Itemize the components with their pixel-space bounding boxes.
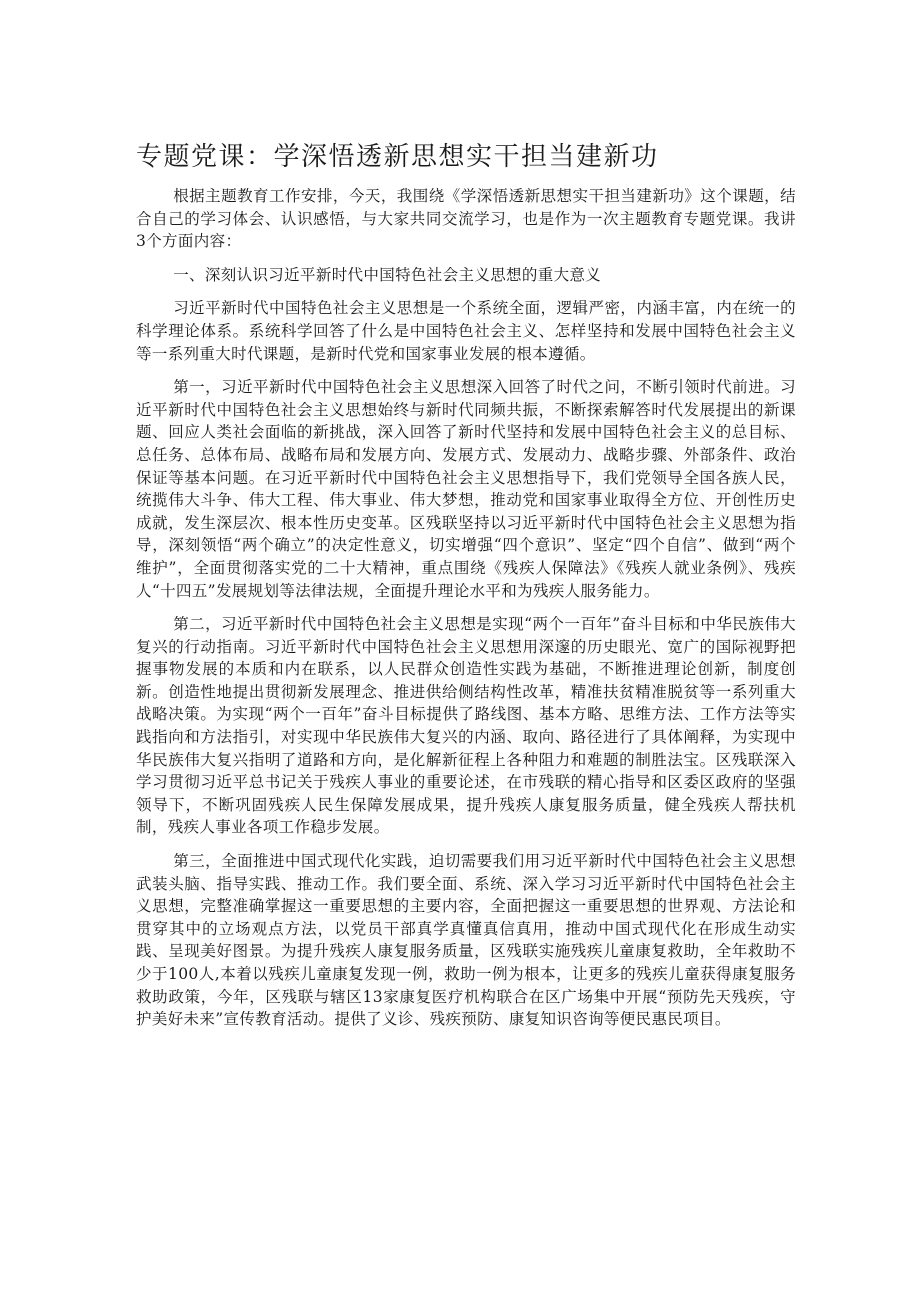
point-3-paragraph: 第三，全面推进中国式现代化实践，迫切需要我们用习近平新时代中国特色社会主义思想武装头脑、指导实践、推动工作。我们要全面、系统、深入学习习近平新时代中国特色社会主义思想，完整准确掌握这一重要思想的主要内容，全面把握这一重要思想的世界观、方法论和贯穿其中的立场观点方法，以党员干部真学真懂真信真用，推动中国式现代化在形成生动实践、呈现美好图景。为提升残疾人康复服务质量，区残联实施残疾儿童康复救助，全年救助不少于100人,本着以残疾儿童康复发现一例，救助一例为根本，让更多的残疾儿童获得康复服务救助政策，今年，区残联与辖区13家康复医疗机构联合在区广场集中开展“预防先天残疾，守护美好未来”宣传教育活动。提供了义诊、残疾预防、康复知识咨询等便民惠民项目。 [136, 852, 796, 1029]
section-1-intro-paragraph: 习近平新时代中国特色社会主义思想是一个系统全面，逻辑严密，内涵丰富，内在统一的科学理论体系。系统科学回答了什么是中国特色社会主义、怎样坚持和发展中国特色社会主义等一系列重大时代课题，是新时代党和国家事业发展的根本遵循。 [136, 299, 796, 363]
document-title: 专题党课：学深悟透新思想实干担当建新功 [136, 142, 659, 172]
document-body [136, 185, 796, 1042]
intro-paragraph: 根据主题教育工作安排，今天，我围绕《学深悟透新思想实干担当建新功》这个课题，结合自己的学习体会、认识感悟，与大家共同交流学习，也是作为一次主题教育专题党课。我讲3个方面内容： [136, 187, 796, 251]
point-2-paragraph: 第二，习近平新时代中国特色社会主义思想是实现“两个一百年”奋斗目标和中华民族伟大复兴的行动指南。习近平新时代中国特色社会主义思想用深邃的历史眼光、宽广的国际视野把握事物发展的本质和内在联系，以人民群众创造性实践为基础，不断推进理论创新，制度创新。创造性地提出贯彻新发展理念、推进供给侧结构性改革，精准扶贫精准脱贫等一系列重大战略决策。为实现“两个一百年”奋斗目标提供了路线图、基本方略、思维方法、工作方法等实践指向和方法指引，对实现中华民族伟大复兴的内涵、取向、路径进行了具体阐释，为实现中华民族伟大复兴指明了道路和方向，是化解新征程上各种阻力和难题的制胜法宝。区残联深入学习贯彻习近平总书记关于残疾人事业的重要论述，在市残联的精心指导和区委区政府的坚强领导下，不断巩固残疾人民生保障发展成果，提升残疾人康复服务质量，健全残疾人帮扶机制，残疾人事业各项工作稳步发展。 [136, 615, 796, 837]
section-1-heading: 一、深刻认识习近平新时代中国特色社会主义思想的重大意义 [173, 265, 602, 284]
point-1-paragraph: 第一，习近平新时代中国特色社会主义思想深入回答了时代之问，不断引领时代前进。习近平新时代中国特色社会主义思想始终与新时代同频共振，不断探索解答时代发展提出的新课题、回应人类社会面临的新挑战，深入回答了新时代坚持和发展中国特色社会主义的总目标、总任务、总体布局、战略布局和发展方向、发展方式、发展动力、战略步骤、外部条件、政治保证等基本问题。在习近平新时代中国特色社会主义思想指导下，我们党领导全国各族人民，统揽伟大斗争、伟大工程、伟大事业、伟大梦想，推动党和国家事业取得全方位、开创性历史成就，发生深层次、根本性历史变革。区残联坚持以习近平新时代中国特色社会主义思想为指导，深刻领悟“两个确立”的决定性意义，切实增强“四个意识”、坚定“四个自信”、做到“两个维护”，全面贯彻落实党的二十大精神，重点围绕《残疾人保障法》《残疾人就业条例》、残疾人“十四五”发展规划等法律法规，全面提升理论水平和为残疾人服务能力。 [136, 378, 796, 600]
